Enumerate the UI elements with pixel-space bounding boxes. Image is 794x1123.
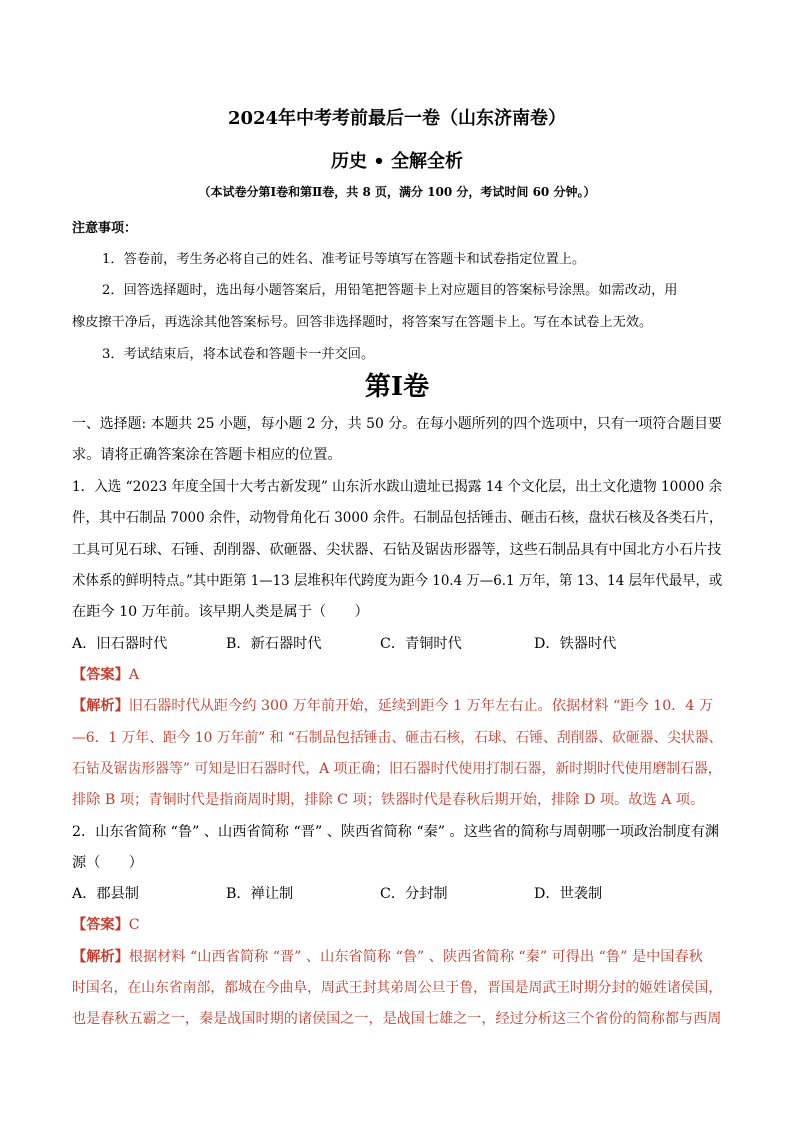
notice-item-2: 2．回答选择题时，选出每小题答案后，用铅笔把答题卡上对应题目的答案标号涂黑。如需改动，用: [102, 283, 678, 298]
question-2-line: 源（ ）: [72, 855, 143, 871]
question-2-analysis-line: 也是春秋五霸之一，秦是战国时期的诸侯国之一，是战国七雄之一，经过分析这三个省份的简称都与西周: [72, 1011, 722, 1027]
question-2-option-a: A．郡县制: [72, 886, 139, 902]
analysis-label: 【解析】: [72, 949, 129, 965]
question-1-option-a: A．旧石器时代: [72, 636, 168, 652]
section-intro: 一、选择题: 本题共 25 小题，每小题 2 分，共 50 分。在每小题所列的四个选项中，只有一项符合题目要: [72, 416, 722, 432]
answer-label: 【答案】: [72, 667, 129, 683]
answer-value: C: [128, 917, 140, 933]
question-2-option-c: C．分封制: [380, 886, 448, 902]
question-1-line: 工具可见石球、石锤、刮削器、砍砸器、尖状器、石钻及锯齿形器等，这些石制品具有中国北方小石片技: [72, 542, 722, 558]
question-1-option-c: C．青铜时代: [380, 636, 462, 652]
question-1-analysis: [72, 695, 713, 715]
section-title: 第Ⅰ卷: [364, 372, 430, 402]
page-title: 2024年中考考前最后一卷（山东济南卷）: [227, 108, 567, 129]
analysis-text: 旧石器时代从距今约 300 万年前开始，延续到距今 1 万年左右止。依据材料 “距今 10．4 万: [128, 698, 714, 714]
section-intro-cont: 求。请将正确答案涂在答题卡相应的位置。: [72, 447, 342, 463]
question-2-answer: [72, 914, 140, 934]
question-2-analysis: [72, 946, 703, 966]
question-1-line: 在距今 10 万年前。该早期人类是属于（ ）: [72, 604, 369, 620]
question-1-option-b: B．新石器时代: [226, 636, 322, 652]
notice-item-1: 1．答卷前，考生务必将自己的姓名、准考证号等填写在答题卡和试卷指定位置上。: [102, 252, 586, 267]
analysis-text: 根据材料 “山西省简称 “晋” 、山东省简称 “鲁” 、陕西省简称 “秦” 可得出 “鲁” 是中国春秋: [128, 949, 703, 965]
question-1-analysis-line: —6．1 万年、距今 10 万年前” 和 “石制品包括锤击、砸击石核，石球、石锤、刮削器、砍砸器、尖状器、: [72, 730, 723, 746]
answer-label: 【答案】: [72, 917, 129, 933]
question-1-answer: [72, 664, 139, 684]
question-1-line: 术体系的鲜明特点。”其中距第 1—13 层堆积年代跨度为距今 10.4 万—6.1 万年，第 13、14 层年代最早，或: [72, 573, 723, 589]
notice-item-3: 3．考试结束后，将本试卷和答题卡一并交回。: [102, 347, 375, 362]
notice-item-2-cont: 橡皮擦干净后，再选涂其他答案标号。回答非选择题时，将答案写在答题卡上。写在本试卷上无效。: [72, 315, 653, 330]
question-1-line: 件，其中石制品 7000 余件，动物骨角化石 3000 余件。石制品包括锤击、砸击石核，盘状石核及各类石片，: [72, 510, 723, 526]
exam-info: （本试卷分第Ⅰ卷和第Ⅱ卷，共 8 页，满分 100 分，考试时间 60 分钟。）: [198, 185, 596, 199]
analysis-label: 【解析】: [72, 698, 129, 714]
question-2-analysis-line: 时国名，在山东省南部，都城在今曲阜，周武王封其弟周公旦于鲁，晋国是周武王时期分封的姬姓诸侯国，: [72, 980, 723, 996]
question-2-line: 2．山东省简称 “鲁” 、山西省简称 “晋” 、陕西省简称 “秦” 。这些省的简称与周朝哪一项政治制度有渊: [72, 824, 720, 840]
question-1-line: 1．入选 “2023 年度全国十大考古新发现” 山东沂水跋山遗址已揭露 14 个文化层，出土文化遗物 10000 余: [72, 479, 723, 495]
notice-heading: 注意事项：: [72, 221, 138, 236]
question-1-analysis-line: 石钻及锯齿形器等” 可知是旧石器时代，A 项正确；旧石器时代使用打制石器，新时期时代使用磨制石器，: [72, 761, 722, 777]
question-2-option-d: D．世袭制: [534, 886, 603, 902]
question-1-option-d: D．铁器时代: [534, 636, 617, 652]
page-subtitle: 历史 • 全解全析: [330, 151, 464, 172]
question-2-option-b: B．禅让制: [226, 886, 294, 902]
question-1-analysis-line: 排除 B 项；青铜时代是指商周时期，排除 C 项；铁器时代是春秋后期开始，排除 D 项。故选 A 项。: [72, 792, 705, 808]
answer-value: A: [128, 667, 140, 683]
